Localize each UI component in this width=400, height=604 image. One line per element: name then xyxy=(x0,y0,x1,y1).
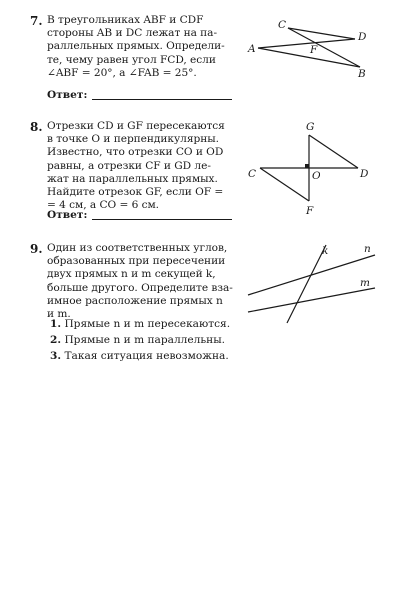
label-g: G xyxy=(306,121,315,133)
text-line: в точке O и перпендикулярны. xyxy=(47,133,219,146)
text-line: Известно, что отрезки CO и OD xyxy=(47,146,224,159)
label-m: m xyxy=(360,277,370,289)
text-line: образованных при пересечении xyxy=(47,255,226,268)
text-line: и m. xyxy=(47,308,71,321)
label-a: A xyxy=(248,43,256,55)
figure-9 xyxy=(240,240,390,330)
text-line: стороны AB и DC лежат на па- xyxy=(47,27,217,40)
right-angle-mark xyxy=(305,164,309,168)
option-2[interactable] xyxy=(50,334,225,346)
answer-label: Ответ: xyxy=(47,209,88,221)
text-line: В треугольниках ABF и CDF xyxy=(47,14,204,26)
text-line: ∠ABF = 20°, а ∠FAB = 25°. xyxy=(47,66,197,79)
text-line: Найдите отрезок GF, если OF = xyxy=(47,186,224,199)
text-line: жат на параллельных прямых. xyxy=(47,172,218,185)
figure-7 xyxy=(240,10,380,85)
text-line: те, чему равен угол FCD, если xyxy=(47,53,216,66)
label-c: C xyxy=(248,168,257,180)
text-line: Отрезки CD и GF пересекаются xyxy=(47,120,225,132)
label-f: F xyxy=(310,44,318,56)
text-line: Один из соответственных углов, xyxy=(47,242,228,254)
label-d: D xyxy=(360,168,369,180)
answer-field[interactable] xyxy=(92,99,232,100)
text-line: = 4 см, а CO = 6 см. xyxy=(47,199,159,212)
figure-8 xyxy=(240,115,380,225)
label-b: B xyxy=(358,68,366,80)
label-c: C xyxy=(278,19,287,31)
answer-label: Ответ: xyxy=(47,89,88,101)
problem-number: 9. xyxy=(30,242,43,256)
label-n: n xyxy=(364,243,371,255)
text-line: имное расположение прямых n xyxy=(47,294,223,307)
problem-number: 7. xyxy=(30,14,43,28)
problem-number: 8. xyxy=(30,120,43,134)
option-text: Такая ситуация невозможна. xyxy=(64,350,229,362)
label-k: k xyxy=(322,245,329,257)
label-f: F xyxy=(306,205,314,217)
problem-text xyxy=(47,120,235,212)
option-number: 3. xyxy=(50,350,62,362)
label-o: O xyxy=(312,170,321,182)
option-1[interactable] xyxy=(50,318,230,330)
option-number: 2. xyxy=(50,334,62,346)
option-number: 1. xyxy=(50,318,62,330)
option-text: Прямые n и m пересекаются. xyxy=(64,318,231,330)
answer-field[interactable] xyxy=(92,219,232,220)
problem-text xyxy=(47,242,235,321)
problem-text xyxy=(47,14,235,80)
label-d: D xyxy=(358,31,367,43)
text-line: двух прямых n и m секущей k, xyxy=(47,268,216,281)
option-text: Прямые n и m параллельны. xyxy=(64,334,226,346)
text-line: равны, а отрезки CF и GD ле- xyxy=(47,159,211,172)
text-line: больше другого. Определите вза- xyxy=(47,281,233,294)
option-3[interactable] xyxy=(50,350,229,362)
text-line: раллельных прямых. Определи- xyxy=(47,40,225,53)
